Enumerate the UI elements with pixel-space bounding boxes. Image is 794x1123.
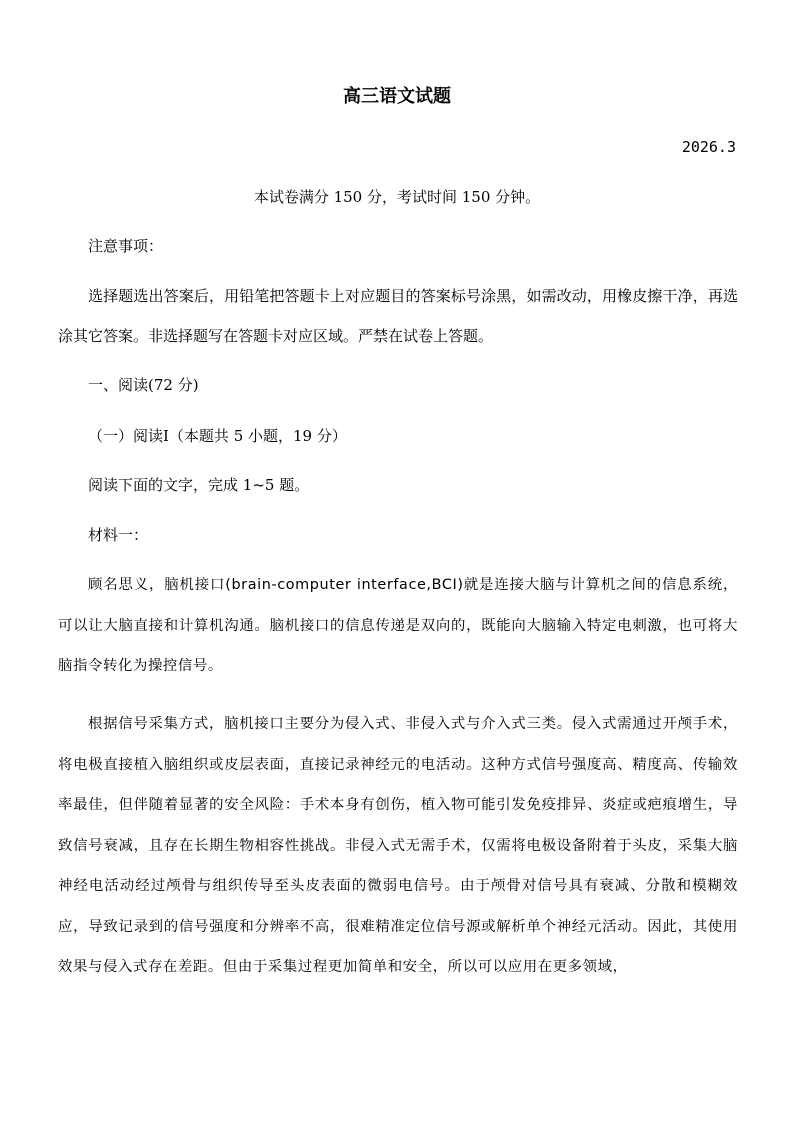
exam-title: 高三语文试题 bbox=[343, 86, 451, 107]
notice-text: 选择题选出答案后，用铅笔把答题卡上对应题目的答案标号涂黑，如需改动，用橡皮擦干净，再选涂其它答案。非选择题写在答题卡对应区域。严禁在试卷上答题。 bbox=[58, 287, 738, 345]
exam-date: 2026.3 bbox=[681, 138, 736, 156]
reading-instruction: 阅读下面的文字，完成 1~5 题。 bbox=[88, 476, 310, 494]
notice-heading: 注意事项： bbox=[88, 237, 164, 255]
section-heading: 一、阅读(72 分) bbox=[88, 376, 199, 394]
material-label: 材料一： bbox=[88, 526, 149, 544]
material-paragraph-2: 根据信号采集方式，脑机接口主要分为侵入式、非侵入式与介入式三类。侵入式需通过开颅手术，将电极直接植入脑组织或皮层表面，直接记录神经元的电活动。这种方式信号强度高、精度高、传输效率最佳，但伴随着显著的安全风险：手术本身有创伤，植入物可能引发免疫排异、炎症或疤痕增生，导致信号衰减，且存在长期生物相容性挑战。非侵入式无需手术，仅需将电极设备附着于头皮，采集大脑神经电活动经过颅骨与组织传导至头皮表面的微弱电信号。由于颅骨对信号具有衰减、分散和模糊效应，导致记录到的信号强度和分辨率不高，很难精准定位信号源或解析单个神经元活动。因此，其使用效果与侵入式存在差距。但由于采集过程更加简单和安全，所以可以应用在更多领域， bbox=[58, 716, 738, 975]
score-time-line: 本试卷满分 150 分，考试时间 150 分钟。 bbox=[253, 188, 541, 206]
section-subheading: （一）阅读Ⅰ（本题共 5 小题，19 分） bbox=[88, 427, 347, 445]
material-paragraph-1: 顾名思义，脑机接口(brain-computer interface,BCI)就是连接大脑与计算机之间的信息系统，可以让大脑直接和计算机沟通。脑机接口的信息传递是双向的，既能向大脑输入特定电刺激，也可将大脑指令转化为操控信号。 bbox=[58, 577, 738, 674]
